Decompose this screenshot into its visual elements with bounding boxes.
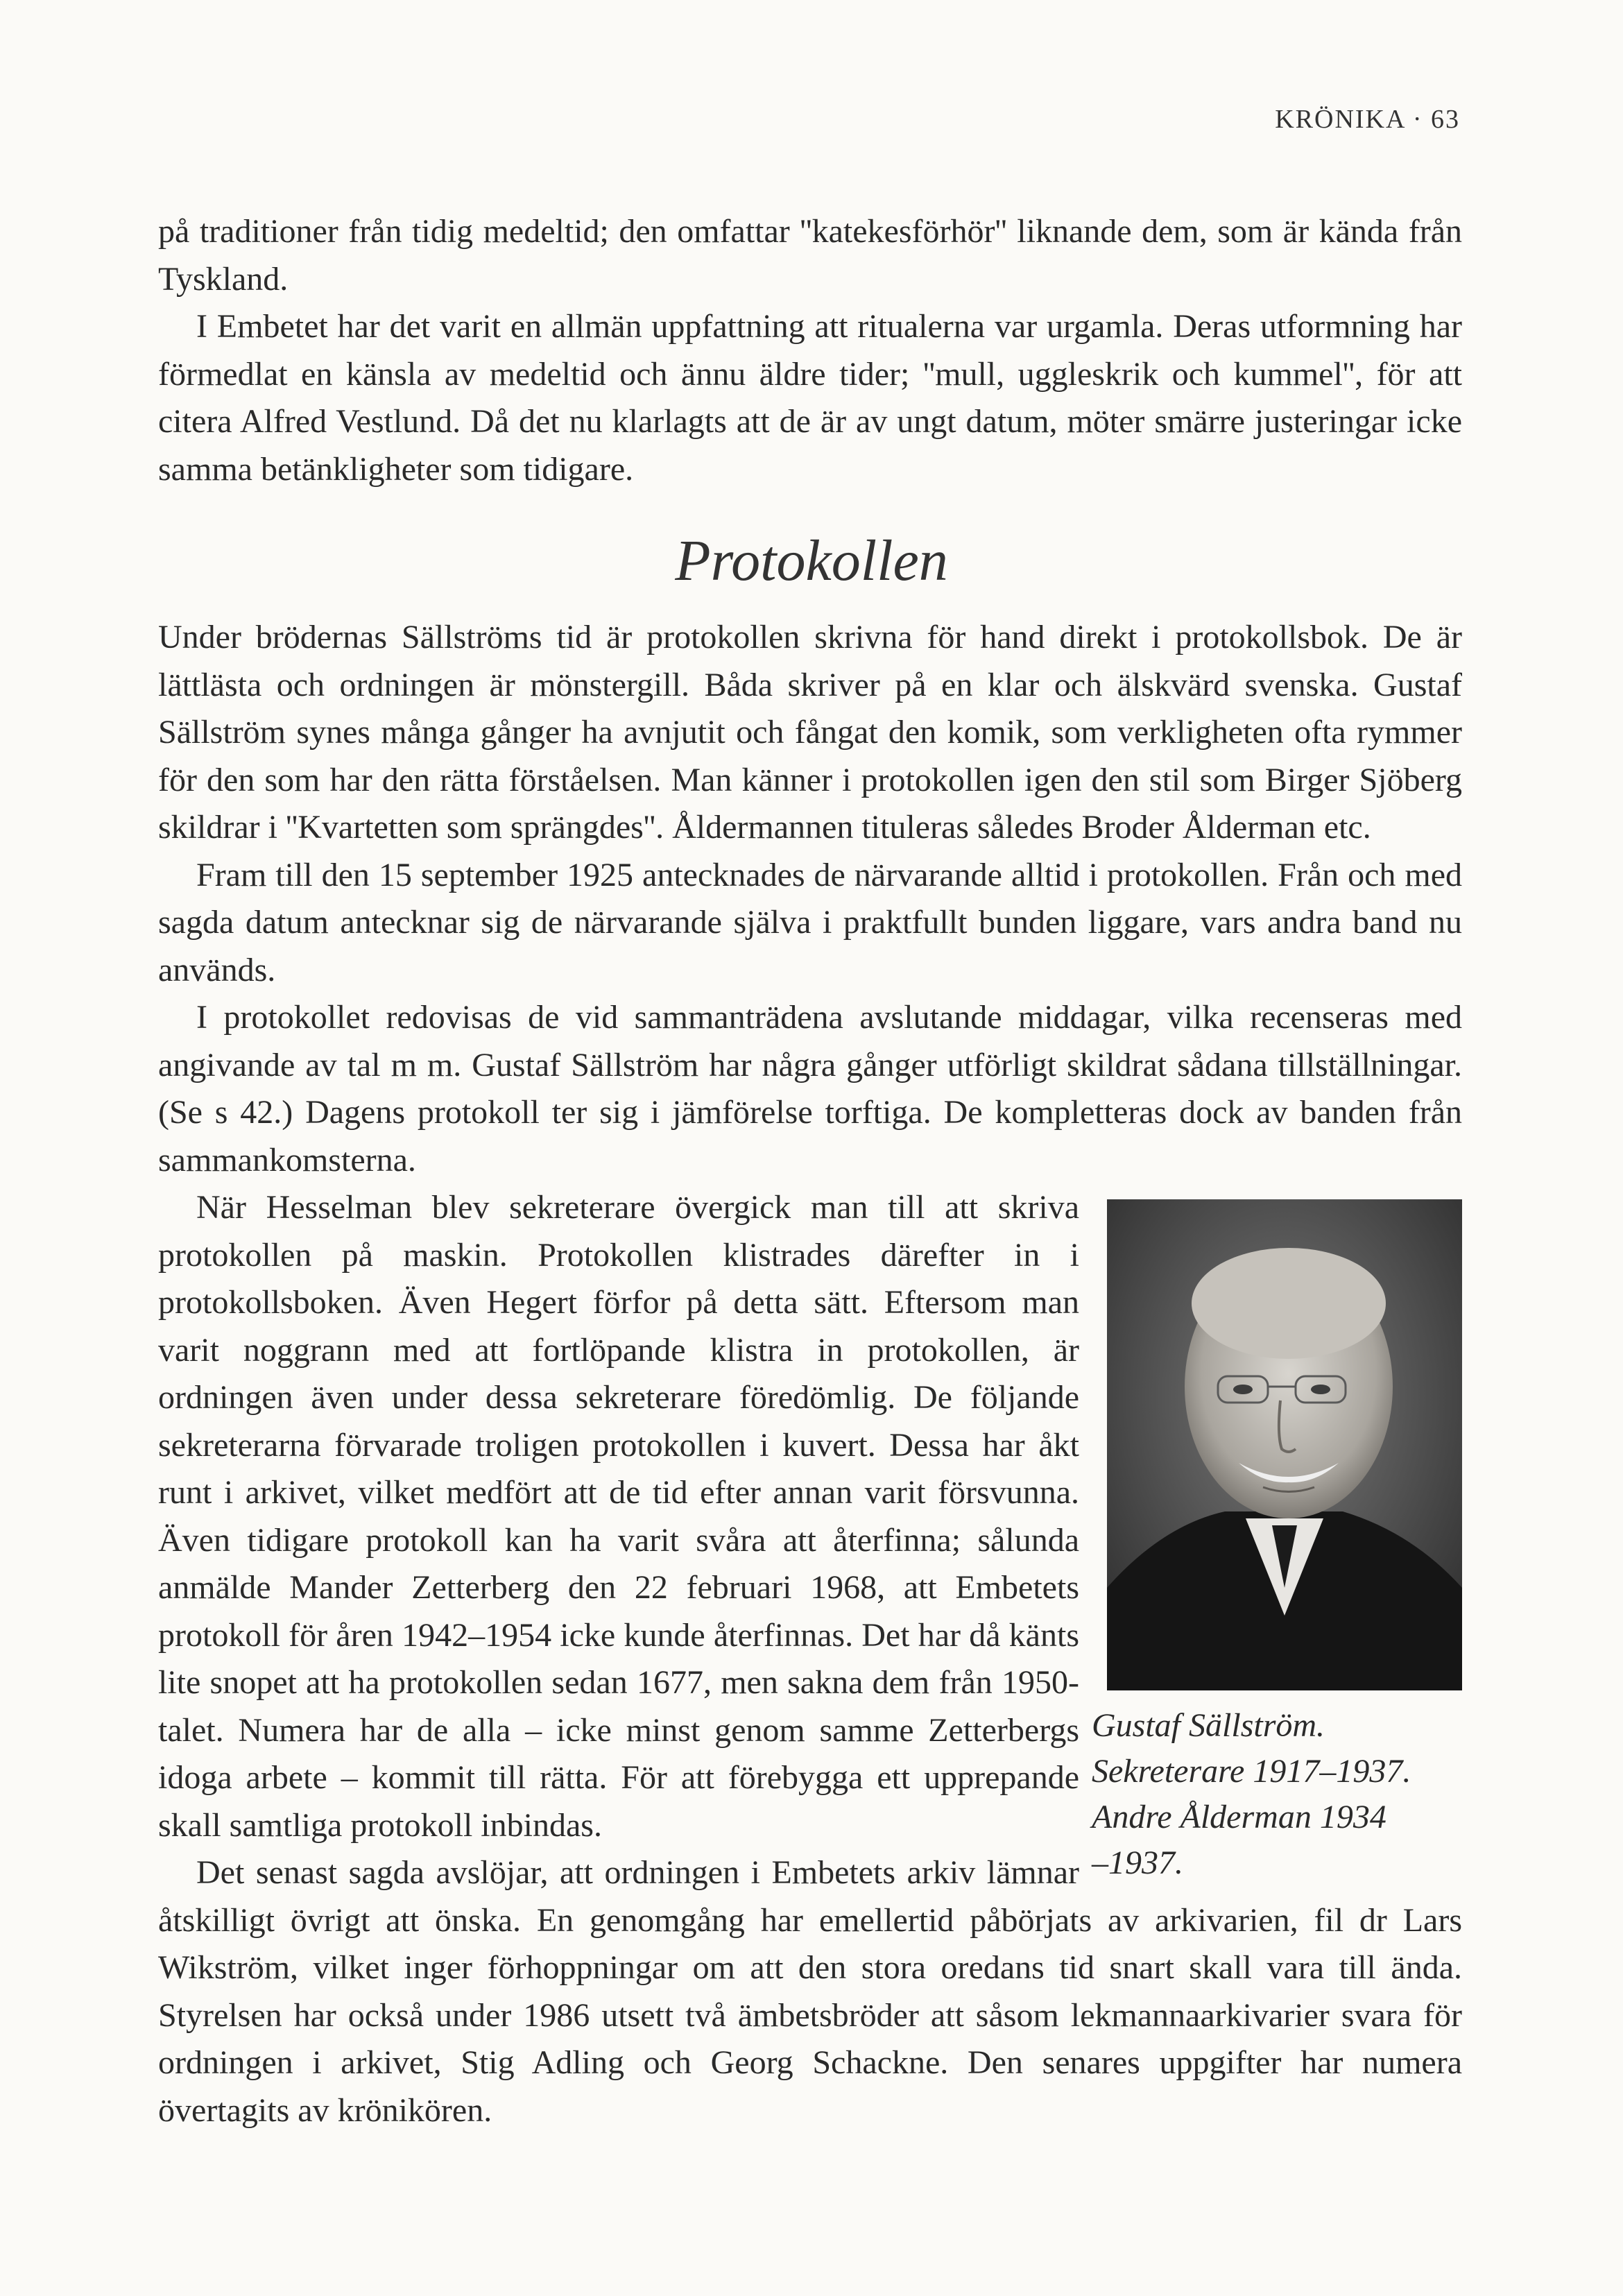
caption-line-1: Gustaf Sällström. xyxy=(1092,1707,1325,1744)
section-paragraph-2: Fram till den 15 september 1925 antecknades de närvarande alltid i protokollen. Från och med sagda datum antecknar sig de närvarande själva i praktfullt bunden liggare, vars andra band nu används. xyxy=(158,856,1462,988)
section-paragraph-3: I protokollet redovisas de vid sammanträdena avslutande middagar, vilka recenseras med angivande av tal m m. Gustaf Sällström har några gånger utförligt skildrat sådana tillställningar. (Se s 42.) Dagens protokoll ter sig i jämförelse torftiga. De kompletteras dock av banden från sammankomsterna. xyxy=(158,999,1462,1179)
intro-paragraph-1: på traditioner från tidig medeltid; den omfattar ''katekesförhör'' liknande dem, som är kända från Tyskland. xyxy=(158,213,1462,298)
portrait-caption xyxy=(1092,1703,1462,1886)
section-paragraph-1: Under brödernas Sällströms tid är protokollen skrivna för hand direkt i protokollsbok. De är lättlästa och ordningen är mönstergill. Båda skriver på en klar och älskvärd svenska. Gustaf Sällström synes många gånger ha avnjutit och fångat den komik, som verkligheten ofta rymmer för den som har den rätta förståelsen. Man känner i protokollen igen den stil som Birger Sjöberg skildrar i ''Kvartetten som sprängdes''. Åldermannen tituleras således Broder Ålderman etc. xyxy=(158,619,1462,846)
intro-text xyxy=(158,208,1462,493)
section-body xyxy=(158,614,1462,2134)
section-paragraph-5: Det senast sagda avslöjar, att ordningen i Embetets arkiv lämnar åtskilligt övrigt att önska. En genomgång har emellertid påbörjats av arkivarien, fil dr Lars Wikström, vilket inger förhoppningar om att den stora oredans tid snart skall vara till ända. Styrelsen har också under 1986 utsett två ämbetsbröder att såsom lekmannaarkivarier svara för ordningen i arkivet, Stig Adling och Georg Schackne. Den senares uppgifter har numera övertagits av krönikören. xyxy=(158,1854,1462,2129)
portrait-photo xyxy=(1107,1199,1462,1690)
portrait-illustration xyxy=(1107,1199,1462,1690)
section-title: Protokollen xyxy=(675,529,948,593)
intro-paragraph-2: I Embetet har det varit en allmän uppfattning att ritualerna var urgamla. Deras utformning har förmedlat en känsla av medeltid och ännu äldre tider; ''mull, uggleskrik och kummel'', för att citera Alfred Vestlund. Då det nu klarlagts att de är av ungt datum, möter smärre justeringar icke samma betänkligheter som tidigare. xyxy=(158,308,1462,488)
portrait-figure xyxy=(1092,1199,1462,1881)
caption-line-2: Sekreterare 1917–1937. xyxy=(1092,1753,1411,1790)
section-paragraph-4: När Hesselman blev sekreterare övergick man till att skriva protokollen på maskin. Protokollen klistrades därefter in i protokollsboken. Även Hegert förfor på detta sätt. Eftersom man varit noggrann med att fortlöpande klistra in protokollen, är ordningen även under dessa sekreterare föredömlig. De följande sekreterarna förvarade troligen protokollen i kuvert. Dessa har åkt runt i arkivet, vilket medfört att de tid efter annan varit försvunna. Även tidigare protokoll kan ha varit svåra att återfinna; sålunda anmälde Mander Zetterberg den 22 februari 1968, att Embetets protokoll för åren 1942–1954 icke kunde återfinnas. Det har då känts lite snopet att ha protokollen sedan 1677, men sakna dem från 1950-talet. Numera har de alla – icke minst genom samme Zetterbergs idoga arbete – kommit till rätta. För att förebygga ett upprepande skall samtliga protokoll inbindas. xyxy=(158,1189,1079,1844)
caption-line-3: Andre Ålderman 1934 xyxy=(1092,1799,1386,1835)
caption-line-4: –1937. xyxy=(1092,1844,1183,1881)
running-head: KRÖNIKA · 63 xyxy=(1275,105,1460,134)
